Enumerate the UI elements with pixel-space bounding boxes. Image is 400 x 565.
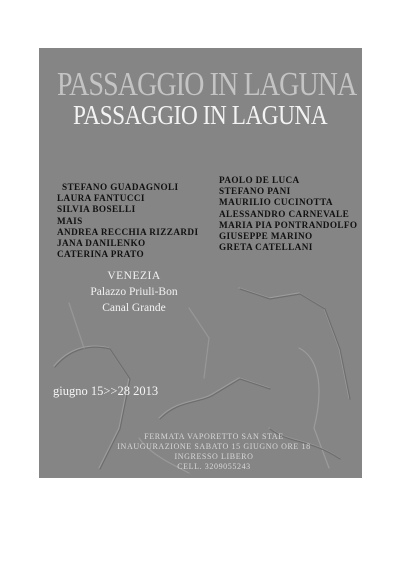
event-info: [99, 432, 329, 472]
artist-name: MARIA PIA PONTRANDOLFO: [219, 219, 358, 230]
venue-name: Palazzo Priuli-Bon: [90, 286, 178, 298]
poster: [39, 48, 362, 478]
artist-name: GRETA CATELLANI: [219, 242, 313, 253]
artist-name: ANDREA RECCHIA RIZZARDI: [57, 226, 199, 237]
artist-name: STEFANO PANI: [219, 186, 291, 197]
artist-list-left: [57, 182, 198, 260]
artist-name: CATERINA PRATO: [57, 249, 145, 260]
artist-name: MAURILIO CUCINOTTA: [219, 197, 333, 208]
vaporetto-stop: FERMATA VAPORETTO SAN STAE: [144, 432, 284, 441]
artist-name: MAIS: [57, 215, 83, 226]
artist-name: SILVIA BOSELLI: [57, 204, 136, 215]
artist-list-right: [219, 175, 357, 253]
city-name: VENEZIA: [107, 270, 161, 282]
exhibition-title: PASSAGGIO IN LAGUNA: [73, 100, 328, 130]
artist-name: JANA DANILENKO: [57, 237, 146, 248]
opening-info: INAUGURAZIONE SABATO 15 GIUGNO ORE 18: [117, 442, 311, 451]
title-shadow: PASSAGGIO IN LAGUNA: [57, 66, 357, 103]
phone-number: CELL. 3209055243: [177, 462, 251, 471]
artist-name: STEFANO GUADAGNOLI: [62, 182, 179, 192]
artist-name: GIUSEPPE MARINO: [219, 230, 313, 241]
venue-location: Canal Grande: [102, 302, 166, 314]
venue-block: [79, 268, 189, 316]
artist-name: PAOLO DE LUCA: [219, 175, 300, 185]
artist-name: ALESSANDRO CARNEVALE: [219, 208, 350, 219]
exhibition-dates: giugno 15>>28 2013: [53, 384, 159, 398]
entry-info: INGRESSO LIBERO: [174, 452, 254, 461]
artist-name: LAURA FANTUCCI: [57, 193, 145, 204]
